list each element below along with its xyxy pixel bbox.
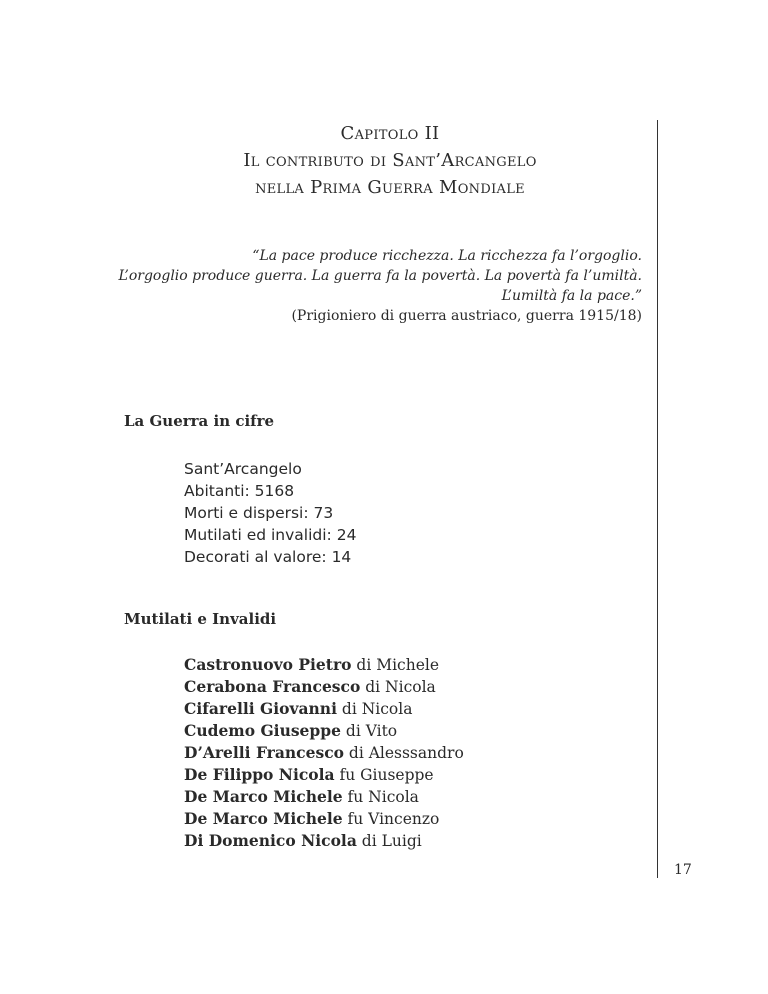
section-heading-invalids: Mutilati e Invalidi xyxy=(124,610,277,628)
person-name: De Marco Michele xyxy=(184,809,343,828)
person-parentage: fu Vincenzo xyxy=(342,810,440,828)
stats-line: Morti e dispersi: 73 xyxy=(184,504,334,522)
list-item xyxy=(184,742,464,764)
invalids-list xyxy=(184,654,464,852)
epigraph-attribution: (Prigioniero di guerra austriaco, guerra 1915/18) xyxy=(291,308,642,324)
stats-line: Sant’Arcangelo xyxy=(184,460,302,478)
person-parentage: di Michele xyxy=(351,656,439,674)
chapter-title-line: nella Prima Guerra Mondiale xyxy=(255,177,525,198)
list-item xyxy=(184,808,464,830)
person-parentage: di Vito xyxy=(340,722,398,740)
stats-line: Mutilati ed invalidi: 24 xyxy=(184,526,357,544)
person-name: De Filippo Nicola xyxy=(184,765,335,784)
person-parentage: di Nicola xyxy=(360,678,436,696)
epigraph-quote-line: L’umiltà fa la pace.” xyxy=(501,288,642,304)
list-item xyxy=(184,786,464,808)
person-parentage: di Alesssandro xyxy=(343,744,464,762)
person-name: D’Arelli Francesco xyxy=(184,743,344,762)
epigraph-quote-line: L’orgoglio produce guerra. La guerra fa la povertà. La povertà fa l’umiltà. xyxy=(118,268,642,284)
person-parentage: di Nicola xyxy=(336,700,413,718)
list-item xyxy=(184,764,464,786)
list-item xyxy=(184,698,464,720)
person-name: Cifarelli Giovanni xyxy=(184,699,337,718)
chapter-title-line: Il contributo di Sant’Arcangelo xyxy=(243,150,537,171)
section-heading-stats: La Guerra in cifre xyxy=(124,412,275,430)
list-item xyxy=(184,654,464,676)
stats-line: Decorati al valore: 14 xyxy=(184,548,352,566)
person-name: Cudemo Giuseppe xyxy=(184,721,341,740)
person-name: De Marco Michele xyxy=(184,787,343,806)
list-item xyxy=(184,830,464,852)
margin-rule xyxy=(657,120,658,878)
person-name: Di Domenico Nicola xyxy=(184,831,357,850)
epigraph-quote-line: “La pace produce ricchezza. La ricchezza fa l’orgoglio. xyxy=(252,248,642,264)
epigraph xyxy=(82,246,642,326)
list-item xyxy=(184,720,464,742)
page-number: 17 xyxy=(674,862,692,878)
person-name: Cerabona Francesco xyxy=(184,677,361,696)
person-parentage: fu Nicola xyxy=(342,788,419,806)
list-item xyxy=(184,676,464,698)
chapter-title xyxy=(120,120,660,201)
person-parentage: di Luigi xyxy=(356,832,422,850)
stats-list xyxy=(184,458,356,568)
person-name: Castronuovo Pietro xyxy=(184,655,352,674)
chapter-number: Capitolo II xyxy=(340,123,440,144)
stats-line: Abitanti: 5168 xyxy=(184,482,295,500)
person-parentage: fu Giuseppe xyxy=(334,766,434,784)
